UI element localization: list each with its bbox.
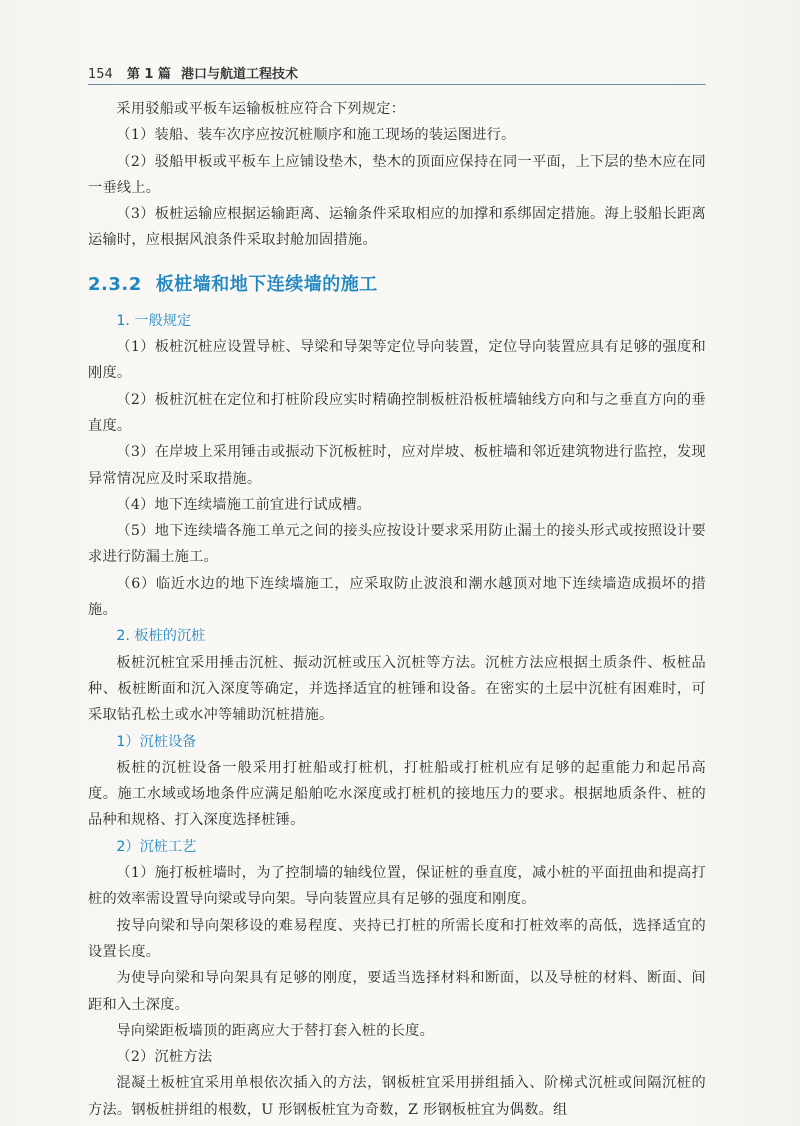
subheading-process: 2）沉桩工艺 xyxy=(116,838,197,855)
paragraph: （2）驳船甲板或平板车上应铺设垫木，垫木的顶面应保持在同一平面，上下层的垫木应在同一垂线上。 xyxy=(88,153,706,196)
section-heading xyxy=(88,270,706,296)
paragraph: （5）地下连续墙各施工单元之间的接头应按设计要求采用防止漏土的接头形式或按照设计要求进行防漏土施工。 xyxy=(88,523,706,566)
page-number: 154 xyxy=(88,67,113,82)
paragraph: 混凝土板桩宜采用单根依次插入的方法，钢板桩宜采用拼组插入、阶梯式沉桩或间隔沉桩的方法。钢板桩拼组的根数，U 形钢板桩宜为奇数，Z 形钢板桩宜为偶数。组 xyxy=(88,1075,706,1118)
section-number: 2.3.2 xyxy=(88,273,142,295)
paragraph: （3）板桩运输应根据运输距离、运输条件采取相应的加撑和系绑固定措施。海上驳船长距离运输时，应根据风浪条件采取封舱加固措施。 xyxy=(88,206,706,249)
subheading-equipment: 1）沉桩设备 xyxy=(116,733,197,750)
page-body xyxy=(88,96,706,1123)
paragraph: 导向梁距板墙顶的距离应大于替打套入桩的长度。 xyxy=(116,1022,435,1039)
paragraph: （1）板桩沉桩应设置导桩、导梁和导架等定位导向装置，定位导向装置应具有足够的强度和刚度。 xyxy=(88,339,706,382)
paragraph: （1）装船、装车次序应按沉桩顺序和施工现场的装运图进行。 xyxy=(116,127,516,144)
running-header xyxy=(88,58,710,82)
paragraph: 板桩的沉桩设备一般采用打桩船或打桩机，打桩船或打桩机应有足够的起重能力和起吊高度。施工水域或场地条件应满足船舶吃水深度或打桩机的接地压力的要求。根据地质条件、桩的品种和规格、打入深度选择桩锤。 xyxy=(88,759,706,829)
section-title: 板桩墙和地下连续墙的施工 xyxy=(155,273,378,295)
paragraph: （6）临近水边的地下连续墙施工，应采取防止波浪和潮水越顶对地下连续墙造成损坏的措施。 xyxy=(88,575,706,619)
header-title: 港口与航道工程技术 xyxy=(180,67,298,82)
header-rule xyxy=(88,84,706,85)
paragraph: 为使导向梁和导向架具有足够的刚度，要适当选择材料和断面，以及导桩的材料、断面、间距和入土深度。 xyxy=(88,970,706,1013)
paragraph: （3）在岸坡上采用锤击或振动下沉板桩时，应对岸坡、板桩墙和邻近建筑物进行监控，发现异常情况应及时采取措施。 xyxy=(88,444,706,487)
paragraph: 按导向梁和导向架移设的难易程度、夹持已打桩的所需长度和打桩效率的高低，选择适宜的设置长度。 xyxy=(88,917,706,960)
paragraph: 板桩沉桩宜采用捶击沉桩、振动沉桩或压入沉桩等方法。沉桩方法应根据土质条件、板桩品种、板桩断面和沉入深度等确定，并选择适宜的桩锤和设备。在密实的土层中沉桩有困难时，可采取钻孔松土或水冲等辅助沉桩措施。 xyxy=(88,654,706,724)
subheading-general: 1. 一般规定 xyxy=(116,312,192,329)
paragraph: （2）沉桩方法 xyxy=(116,1049,213,1066)
paragraph: 采用驳船或平板车运输板桩应符合下列规定： xyxy=(116,101,406,117)
paragraph: （4）地下连续墙施工前宜进行试成槽。 xyxy=(116,496,372,513)
subheading-driving: 2. 板桩的沉桩 xyxy=(116,628,206,645)
header-part: 第 1 篇 xyxy=(126,67,171,82)
paragraph: （1）施打板桩墙时，为了控制墙的轴线位置，保证桩的垂直度，减小桩的平面扭曲和提高打桩的效率需设置导向梁或导向架。导向装置应具有足够的强度和刚度。 xyxy=(88,865,706,908)
paragraph: （2）板桩沉桩在定位和打桩阶段应实时精确控制板桩沿板桩墙轴线方向和与之垂直方向的垂直度。 xyxy=(88,391,706,434)
